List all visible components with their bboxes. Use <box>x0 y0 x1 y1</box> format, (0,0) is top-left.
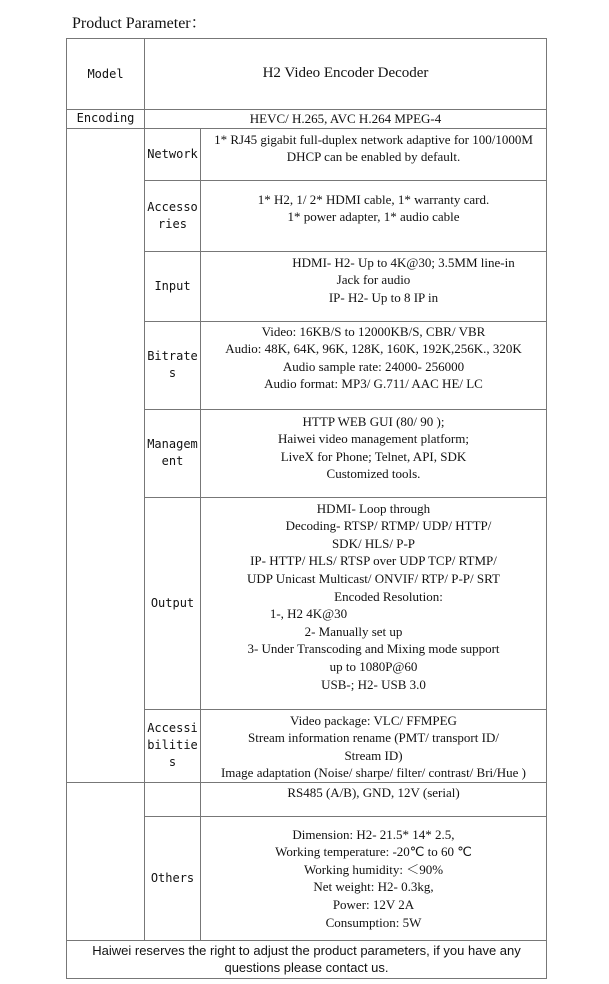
output-label: Output <box>145 497 201 709</box>
footer-row <box>67 940 547 978</box>
output-value: HDMI- Loop through Decoding- RTSP/ RTMP/ UDP/ HTTP/ SDK/ HLS/ P-P IP- HTTP/ HLS/ RTSP over UDP TCP/ RTMP/ UDP Unicast Multicast/ ONVIF/ RTP/ P-P/ SRT Encoded Resolution: 1-, H2 4K@30 2- Manually set up 3- Under Transcoding and Mixing mode support up to 1080P@60 USB-; H2- USB 3.0 <box>201 497 547 709</box>
management-value: HTTP WEB GUI (80/ 90 ); Haiwei video management platform; LiveX for Phone; Telnet, API, SDK Customized tools. <box>201 409 547 497</box>
model-row <box>67 39 547 110</box>
accessibilities-label: Accessibilities <box>145 709 201 782</box>
model-value: H2 Video Encoder Decoder <box>145 39 547 110</box>
bitrates-label: Bitrates <box>145 321 201 409</box>
footer-note: Haiwei reserves the right to adjust the product parameters, if you have any questions please contact us. <box>67 940 547 978</box>
bitrates-value: Video: 16KB/S to 12000KB/S, CBR/ VBR Audio: 48K, 64K, 96K, 128K, 160K, 192K,256K., 320K Audio sample rate: 24000- 256000 Audio format: MP3/ G.711/ AAC HE/ LC <box>201 321 547 409</box>
network-label: Network <box>145 128 201 180</box>
encoding-value: HEVC/ H.265, AVC H.264 MPEG-4 <box>145 110 547 129</box>
others-label: Others <box>145 816 201 940</box>
others-value: Dimension: H2- 21.5* 14* 2.5, Working temperature: -20℃ to 60 ℃ Working humidity: ＜90% Net weight: H2- 0.3kg, Power: 12V 2A Consumption: 5W <box>201 816 547 940</box>
group-cell-1 <box>67 128 145 782</box>
accessibilities-value: Video package: VLC/ FFMPEG Stream information rename (PMT/ transport ID/ Stream ID) Image adaptation (Noise/ sharpe/ filter/ contrast/ Bri/Hue ) <box>201 709 547 782</box>
spec-table <box>66 38 547 979</box>
serial-label <box>145 782 201 816</box>
accessories-label: Accessories <box>145 180 201 251</box>
serial-row <box>67 782 547 816</box>
input-label: Input <box>145 251 201 321</box>
group-cell-2 <box>67 782 145 940</box>
encoding-row <box>67 110 547 129</box>
input-value: HDMI- H2- Up to 4K@30; 3.5MM line-in Jack for audio IP- H2- Up to 8 IP in <box>201 251 547 321</box>
accessories-value: 1* H2, 1/ 2* HDMI cable, 1* warranty card. 1* power adapter, 1* audio cable <box>201 180 547 251</box>
model-label: Model <box>67 39 145 110</box>
encoding-label: Encoding <box>67 110 145 129</box>
network-value: 1* RJ45 gigabit full-duplex network adaptive for 100/1000M DHCP can be enabled by default. <box>201 128 547 180</box>
serial-value: RS485 (A/B), GND, 12V (serial) <box>201 782 547 816</box>
page-title: Product Parameter： <box>72 15 207 32</box>
management-label: Management <box>145 409 201 497</box>
network-row <box>67 128 547 180</box>
